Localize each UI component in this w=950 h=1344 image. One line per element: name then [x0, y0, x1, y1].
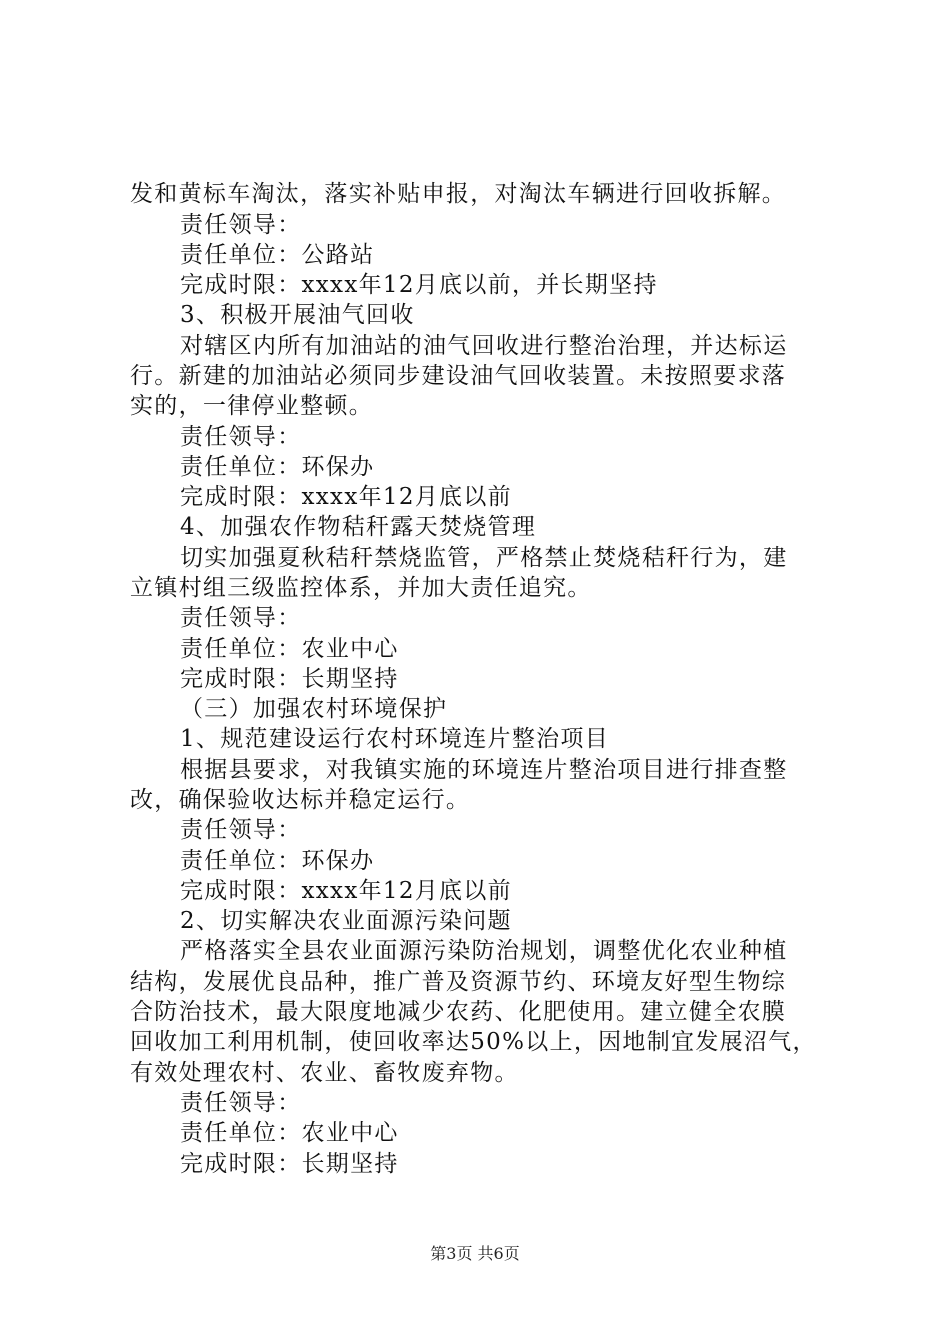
deadline-line: 完成时限：xxxx年12月底以前	[180, 484, 512, 510]
body-text-line: 发和黄标车淘汰，落实补贴申报，对淘汰车辆进行回收拆解。	[130, 181, 787, 207]
section-heading: （三）加强农村环境保护	[180, 696, 448, 722]
body-text-line: 实的，一律停业整顿。	[130, 393, 373, 419]
page-number-footer: 第3页 共6页	[430, 1244, 520, 1263]
responsible-leader-label: 责任领导：	[180, 605, 302, 631]
body-text-line: 行。新建的加油站必须同步建设油气回收装置。未按照要求落	[130, 363, 787, 389]
section-heading: 3、积极开展油气回收	[180, 302, 415, 328]
body-text-line: 有效处理农村、农业、畜牧废弃物。	[130, 1060, 519, 1086]
section-heading: 4、加强农作物秸秆露天焚烧管理	[180, 514, 537, 540]
deadline-line: 完成时限：xxxx年12月底以前，并长期坚持	[180, 272, 658, 298]
body-text-line: 严格落实全县农业面源污染防治规划，调整优化农业种植	[180, 938, 788, 964]
body-text-line: 对辖区内所有加油站的油气回收进行整治治理，并达标运	[180, 333, 788, 359]
body-text-line: 结构，发展优良品种，推广普及资源节约、环境友好型生物综	[130, 969, 787, 995]
responsible-leader-label: 责任领导：	[180, 817, 302, 843]
responsible-leader-label: 责任领导：	[180, 424, 302, 450]
deadline-line: 完成时限：长期坚持	[180, 1151, 399, 1177]
responsible-unit-line: 责任单位：农业中心	[180, 636, 399, 662]
responsible-unit-line: 责任单位：公路站	[180, 242, 375, 268]
responsible-leader-label: 责任领导：	[180, 212, 302, 238]
section-heading: 1、规范建设运行农村环境连片整治项目	[180, 726, 610, 752]
body-text-line: 立镇村组三级监控体系，并加大责任追究。	[130, 575, 592, 601]
deadline-line: 完成时限：长期坚持	[180, 666, 399, 692]
deadline-line: 完成时限：xxxx年12月底以前	[180, 878, 512, 904]
responsible-unit-line: 责任单位：环保办	[180, 848, 375, 874]
responsible-leader-label: 责任领导：	[180, 1090, 302, 1116]
body-text-line: 切实加强夏秋秸秆禁烧监管，严格禁止焚烧秸秆行为，建	[180, 545, 788, 571]
body-text-line: 根据县要求，对我镇实施的环境连片整治项目进行排查整	[180, 757, 788, 783]
body-text-line: 合防治技术，最大限度地减少农药、化肥使用。建立健全农膜	[130, 999, 787, 1025]
responsible-unit-line: 责任单位：农业中心	[180, 1120, 399, 1146]
body-text-line: 回收加工利用机制，使回收率达50%以上，因地制宜发展沼气，	[130, 1029, 817, 1055]
body-text-line: 改，确保验收达标并稳定运行。	[130, 787, 471, 813]
responsible-unit-line: 责任单位：环保办	[180, 454, 375, 480]
section-heading: 2、切实解决农业面源污染问题	[180, 908, 512, 934]
